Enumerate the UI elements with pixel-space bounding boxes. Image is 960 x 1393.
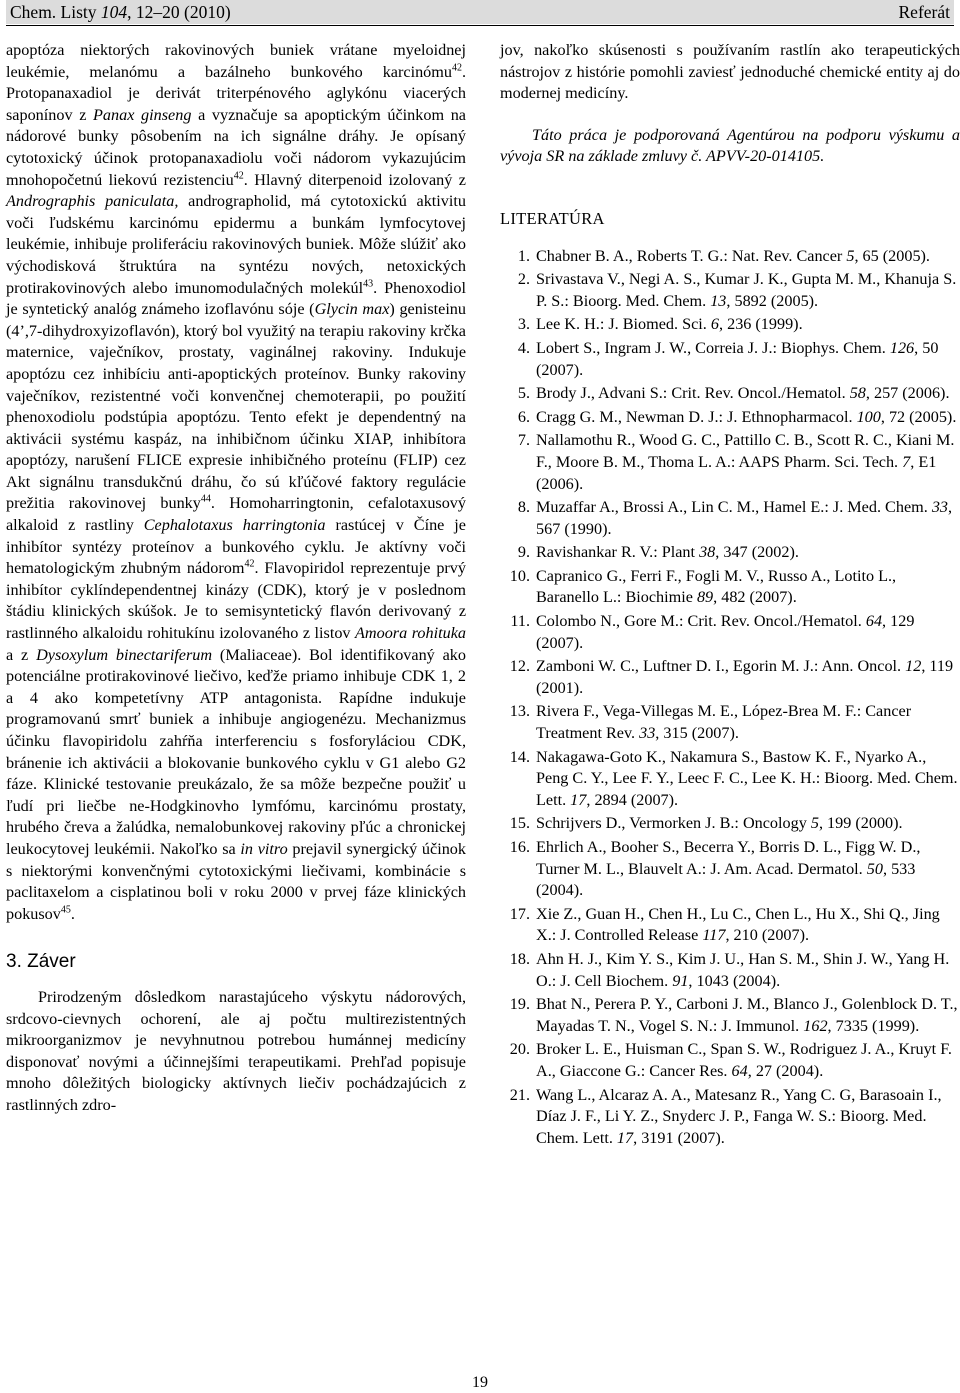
- italic-text: 50: [866, 859, 883, 878]
- text-run: , 27 (2004).: [747, 1061, 824, 1080]
- italic-text: 33: [931, 498, 948, 517]
- italic-text: 5: [846, 246, 855, 265]
- reference-item: [500, 338, 960, 381]
- text-run: prejavil synergický účinok s niektorými konvenčnými cytotoxickými liečivami, kombinácie s paclitaxelom a cisplatinou boli v roku 2000 v prvej fáze klinických pokusov: [6, 839, 466, 923]
- text-run: . Homoharringtonin, cefalotaxusový alkaloid z rastliny: [6, 494, 466, 535]
- citation-superscript: 42: [233, 170, 244, 182]
- reference-number: 2.: [517, 270, 530, 289]
- text-run: Lee K. H.: J. Biomed. Sci.: [536, 315, 711, 334]
- italic-text: 17: [616, 1128, 634, 1147]
- references-heading: LITERATÚRA: [500, 208, 605, 228]
- text-run: Muzaffar A., Brossi A., Lin C. M., Hamel E.: J. Med. Chem.: [536, 498, 932, 517]
- reference-item: [500, 949, 960, 992]
- italic-text: 100: [856, 407, 881, 426]
- italic-text: 58: [849, 384, 866, 403]
- text-run: Xie Z., Guan H., Chen H., Lu C., Chen L., Hu X., Shi Q., Jing X.: J. Controlled Release: [536, 904, 940, 945]
- text-run: , 257 (2006).: [865, 384, 950, 403]
- reference-number: 13.: [509, 702, 530, 721]
- text-run: , E1 (2006).: [536, 452, 937, 493]
- text-run: Nallamothu R., Wood G. C., Pattillo C. B., Scott R. C., Kiani M. F., Moore B. M., Thoma L. A.: AAPS Pharm. Sci. Tech.: [536, 431, 955, 471]
- text-run: a vyznačuje sa apoptickým účinkom na nádorové bunky pôsobením na ich signálne dráhy. Je opísaný cytotoxický účinok protopanaxadiolu voči nádorom vykazujúcim mnohopočetnú liekovú rezistenciu: [6, 105, 466, 189]
- citation-superscript: 42: [244, 558, 255, 570]
- reference-item: [500, 701, 960, 744]
- italic-text: 5: [810, 814, 819, 833]
- text-run: ) genisteinu (4’,7-dihydroxyizoflavón), ktorý bol využitý na terapiu rakoviny krčka maternice, vaječníkov, prostaty, vaginálnej rakoviny. Indukuje apoptózu cez inhibíciu anti-apoptických proteínov. Bunky rakoviny vaječníkov, rezistentné voči konvenčnej chemoterapii, po použití phenoxodiolu podstúpia apoptózu. Tento efekt je dependentný na aktivácii systému kaspáz, na inhibičnom účinku XIAP, inhibítora apoptózy, narušení FLICE expresie inhibičného proteínu (FLIP) cez Akt signálnu transdukčnú dráhu, čo sú kľúčové faktory regulácie prežitia rakovinovej bunky: [6, 300, 466, 513]
- reference-item: [500, 542, 960, 564]
- text-run: Nakagawa-Goto K., Nakamura S., Bastow K. F., Nyarko A., Peng C. Y., Lee F. Y., Leec F. C., Lee K. H.: Bioorg. Med. Chem. Lett.: [536, 747, 958, 809]
- italic-text: 91: [672, 971, 689, 990]
- italic-text: 13: [710, 291, 727, 310]
- reference-item: [500, 430, 960, 495]
- reference-number: 5.: [517, 384, 530, 403]
- reference-list: [500, 246, 960, 1150]
- reference-number: 14.: [509, 747, 530, 766]
- italic-text: 126: [889, 338, 915, 357]
- journal-citation: Chem. Listy 104, 12–20 (2010): [10, 1, 231, 22]
- text-run: , 236 (1999).: [719, 315, 803, 334]
- text-run: , 119 (2001).: [536, 657, 954, 697]
- reference-number: 16.: [509, 838, 530, 856]
- reference-item: [500, 246, 960, 268]
- section-heading: 3. Záver: [6, 951, 76, 973]
- text-run: apoptóza niektorých rakovinových buniek vrátane myeloidnej leukémie, melanómu a bazálneho bunkového karcinómu: [6, 41, 466, 81]
- reference-item: [500, 747, 960, 812]
- italic-text: 38: [699, 543, 716, 562]
- italic-text: 33: [639, 724, 656, 743]
- italic-text: Andrographis paniculata,: [6, 192, 179, 211]
- italic-text: 17: [570, 790, 587, 809]
- italic-text: Amoora rohituka: [355, 624, 466, 643]
- text-run: , 2894 (2007).: [586, 790, 679, 809]
- reference-item: [500, 611, 960, 654]
- italic-text: 64: [865, 612, 883, 631]
- text-run: Colombo N., Gore M.: Crit. Rev. Oncol./Hematol.: [536, 612, 866, 631]
- text-run: , 129 (2007).: [536, 612, 915, 652]
- text-run: . Protopanaxadiol je derivát triterpénového aglykónu viacerých saponínov z: [6, 62, 466, 124]
- text-run: , 72 (2005).: [880, 407, 957, 426]
- text-run: , 533 (2004).: [536, 859, 916, 900]
- italic-text: Panax ginseng: [93, 105, 192, 124]
- reference-item: [500, 904, 960, 947]
- page-number: 19: [472, 1374, 488, 1391]
- text-run: Cragg G. M., Newman D. J.: J. Ethnopharmacol.: [536, 407, 857, 426]
- text-run: . Hlavný diterpenoid izolovaný z: [243, 170, 466, 189]
- italic-text: 6: [710, 315, 719, 334]
- italic-text: 64: [731, 1061, 748, 1080]
- reference-number: 11.: [510, 612, 530, 631]
- text-run: Ahn H. J., Kim Y. S., Kim J. U., Han S. M., Shin J. W., Yang H. O.: J. Cell Biochem.: [536, 949, 950, 990]
- text-run: , 315 (2007).: [655, 724, 739, 743]
- reference-item: [500, 1039, 960, 1082]
- reference-item: [500, 813, 960, 835]
- reference-item: [500, 1085, 960, 1150]
- reference-item: [500, 994, 960, 1037]
- italic-text: 117: [702, 926, 726, 945]
- italic-text: Cephalotaxus harringtonia: [143, 516, 326, 535]
- text-run: , 5892 (2005).: [726, 291, 819, 310]
- text-run: Lobert S., Ingram J. W., Correia J. J.: Biophys. Chem.: [536, 338, 890, 357]
- conclusion-paragraph: Prirodzeným dôsledkom narastajúceho výskytu nádorových, srdcovo-cievnych ochorení, ale aj počtu multirezistentných mikroorganizmov je nevyhnutnou potrebou humánnej medicíny disponovať novými a účinnejšími terapeutikami. Prehľad popisuje mnoho dôležitých biologicky aktívnych liečiv pochádzajúcich z rastlinných zdro-: [6, 987, 466, 1114]
- header-rule: [6, 25, 954, 26]
- text-run: , 567 (1990).: [536, 498, 953, 538]
- section-label: Referát: [898, 1, 950, 22]
- text-run: , 210 (2007).: [725, 926, 810, 945]
- citation-superscript: 44: [200, 494, 211, 506]
- text-run: Ravishankar R. V.: Plant: [536, 543, 700, 562]
- reference-number: 1.: [517, 246, 530, 265]
- italic-text: 89: [696, 588, 714, 607]
- text-run: Srivastava V., Negi A. S., Kumar J. K., Gupta M. M., Khanuja S. P. S.: Bioorg. Med. Chem.: [536, 270, 957, 310]
- reference-number: 7.: [517, 431, 530, 450]
- text-run: andrographolid, má cytotoxickú aktivitu voči ľudskému karcinómu epidermu a bunkám lymfocytovej leukémie, inhibuje proliferáciu rakovinových buniek. Môže slúžiť ako východisková štruktúra na syntézu nových, netoxických protirakovinových alebo imunomodulačných molekúl: [6, 192, 466, 297]
- reference-number: 9.: [517, 543, 530, 562]
- reference-item: [500, 407, 960, 429]
- text-run: Zamboni W. C., Luftner D. I., Egorin M. J.: Ann. Oncol.: [536, 657, 906, 676]
- italic-text: Dysoxylum binectariferum: [36, 645, 213, 664]
- acknowledgement: Táto práca je podporovaná Agentúrou na podporu výskumu a vývoja SR na základe zmluvy č. APVV-20-014105.: [500, 125, 960, 166]
- text-run: , 50 (2007).: [536, 338, 939, 379]
- text-run: Broker L. E., Huisman C., Span S. W., Rodriguez J. A., Kruyt F. A., Giaccone G.: Cancer Res.: [536, 1040, 952, 1080]
- reference-item: [500, 566, 960, 609]
- reference-item: [500, 837, 960, 902]
- text-run: Capranico G., Ferri F., Fogli M. V., Russo A., Lotito L., Baranello L.: Biochimie: [536, 566, 897, 607]
- reference-number: 3.: [517, 315, 530, 334]
- text-run: , 482 (2007).: [713, 588, 797, 607]
- reference-number: 4.: [517, 338, 530, 357]
- reference-item: [500, 383, 960, 405]
- citation-superscript: 42: [451, 62, 462, 74]
- text-run: Brody J., Advani S.: Crit. Rev. Oncol./Hematol.: [536, 384, 850, 403]
- text-run: Chabner B. A., Roberts T. G.: Nat. Rev. Cancer: [536, 246, 847, 265]
- reference-number: 21.: [509, 1085, 530, 1104]
- text-run: . Flavopiridol reprezentuje prvý inhibítor cyklíndependentnej kinázy (CDK), ktorý je v poslednom štádiu klinických skúšok. Je to semisyntetický flavón derivovaný z rastlinného alkaloidu rohitukínu izolovaného z listov: [6, 559, 466, 643]
- text-run: Ehrlich A., Booher S., Becerra Y., Borris D. L., Figg W. D., Turner M. L., Blauvelt A.: J. Am. Acad. Dermatol.: [536, 838, 921, 878]
- citation-superscript: 43: [363, 278, 374, 290]
- body-paragraph: [6, 40, 466, 925]
- reference-item: [500, 314, 960, 336]
- reference-number: 20.: [509, 1040, 530, 1059]
- reference-number: 15.: [509, 814, 530, 833]
- italic-text: Glycin max: [314, 300, 390, 319]
- reference-number: 19.: [509, 995, 530, 1014]
- text-run: , 65 (2005).: [854, 246, 930, 265]
- reference-number: 18.: [509, 949, 530, 968]
- text-run: rastúcej v Číne je inhibítor syntézy proteínov a bunkového cyklu. Je aktívny voči hematologickým zhubným nádorom: [6, 516, 466, 578]
- text-run: . Phenoxodiol je syntetický analóg známeho izoflavónu sóje (: [6, 278, 467, 319]
- italic-text: in vitro: [240, 839, 288, 858]
- text-run: a z: [6, 645, 37, 664]
- reference-number: 17.: [509, 904, 530, 923]
- running-header: [6, 0, 954, 24]
- text-run: .: [70, 904, 75, 923]
- reference-number: 8.: [517, 498, 530, 517]
- reference-item: [500, 269, 960, 312]
- left-column: [6, 40, 466, 1117]
- text-run: , 7335 (1999).: [827, 1016, 920, 1035]
- text-run: Wang L., Alcaraz A. A., Matesanz R., Yang C. G, Barasoain I., Díaz J. F., Li Y. Z., Snyderc J. P., Fanga W. S.: Bioorg. Med. Chem. Lett.: [536, 1085, 942, 1147]
- reference-number: 10.: [509, 566, 530, 585]
- conclusion-continuation: jov, nakoľko skúsenosti s používaním rastlín ako terapeutických nástrojov z histórie pomohli zaviesť jednoduché chemické entity aj do modernej medicíny.: [500, 41, 960, 103]
- italic-text: 7: [902, 452, 911, 471]
- right-column: [500, 40, 960, 1151]
- italic-text: 12: [905, 657, 922, 676]
- text-run: Schrijvers D., Vermorken J. B.: Oncology: [536, 814, 811, 833]
- text-run: (Maliaceae). Bol identifikovaný ako potenciálne protirakovinové liečivo, keďže priamo inhibuje CDK 1, 2 a 4 ako kompetetívny ATP antagonista. Rapídne indukuje programovanú smrť buniek a inhibuje angiogenézu. Mechanizmus účinku flavopiridolu zahŕňa interferenciu s fosforyláciou CDK, bránenie ich aktivácii a blokovanie bunkového cyklu v G1 alebo G2 fáze. Klinické testovanie preukázalo, že sa môže bezpečne použiť u ľudí pri liečbe ne-Hodgkinovho lymfómu, karcinómu prostaty, hrubého čreva a žalúdka, nemalobunkovej rakoviny pľúc a chronickej leukocytovej leukémii. Nakoľko sa: [6, 645, 466, 858]
- text-run: , 1043 (2004).: [688, 971, 781, 990]
- text-run: Rivera F., Vega-Villegas M. E., López-Brea M. F.: Cancer Treatment Rev.: [536, 702, 912, 743]
- reference-number: 6.: [517, 407, 530, 426]
- reference-item: [500, 497, 960, 540]
- reference-number: 12.: [509, 657, 530, 676]
- italic-text: 162: [803, 1016, 828, 1035]
- citation-superscript: 45: [60, 904, 71, 916]
- text-run: , 199 (2000).: [818, 814, 903, 833]
- text-run: Bhat N., Perera P. Y., Carboni J. M., Blanco J., Golenblock D. T., Mayadas T. N., Vogel S. N.: J. Immunol.: [536, 995, 958, 1035]
- reference-item: [500, 656, 960, 699]
- text-run: , 3191 (2007).: [633, 1128, 725, 1147]
- text-run: , 347 (2002).: [715, 543, 799, 562]
